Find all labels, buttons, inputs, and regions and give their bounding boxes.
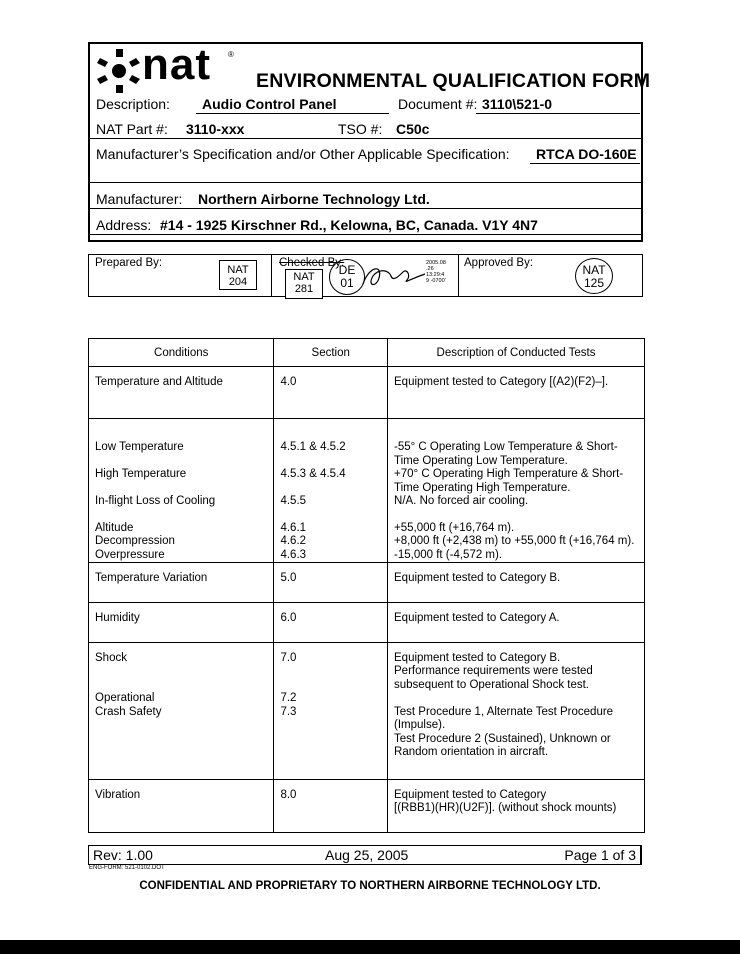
conditions-line: Operational: [95, 692, 155, 705]
prepared-stamp: [219, 260, 257, 290]
approved-stamp-line1: NAT: [582, 263, 606, 277]
de-stamp-line1: DE: [338, 263, 356, 277]
description-line: subsequent to Operational Shock test.: [394, 678, 589, 691]
section-line: 4.0: [280, 376, 297, 388]
conditions-line: Low Temperature: [95, 441, 184, 454]
table-row: [89, 643, 645, 780]
section-line: 7.0: [280, 652, 297, 665]
cell-section: [274, 780, 388, 833]
table-row: [89, 419, 645, 563]
cell-section: [274, 603, 388, 643]
table-header-row: [89, 339, 645, 367]
conditions-line: Vibration: [95, 789, 141, 802]
conditions-line: [95, 482, 267, 495]
header-description: Description of Conducted Tests: [388, 339, 645, 367]
description-line: Equipment tested to Category [(A2)(F2)–].: [394, 376, 609, 388]
checked-label-text: Checked By:: [279, 257, 345, 269]
section-line: 7.2: [280, 692, 297, 705]
nat-logo: [94, 40, 244, 94]
description-line: [(RBB1)(HR)(U2F)]. (without shock mounts): [394, 802, 617, 815]
conditions-line: In-flight Loss of Cooling: [95, 495, 216, 508]
bottom-bar: [0, 940, 740, 954]
description-line: [394, 692, 638, 705]
description-line: Time Operating Low Temperature.: [394, 454, 568, 467]
cell-conditions: [89, 643, 274, 780]
sig-meta-1: 2005.08: [426, 260, 446, 266]
conditions-line: High Temperature: [95, 468, 187, 481]
description-line: Random orientation in aircraft.: [394, 745, 549, 758]
document-value: 3110\521-0: [482, 96, 553, 112]
section-line: 5.0: [280, 572, 297, 585]
spec-underline: [530, 163, 640, 164]
conditions-line: [95, 455, 267, 468]
cell-description: [388, 419, 645, 563]
section-line: 8.0: [280, 789, 297, 802]
header-conditions: Conditions: [89, 339, 274, 367]
description-line: N/A. No forced air cooling.: [394, 495, 529, 508]
section-line: 4.5.3 & 4.5.4: [280, 468, 346, 481]
logo-wordmark: nat: [142, 40, 211, 89]
description-line: Test Procedure 2 (Sustained), Unknown or: [394, 732, 611, 745]
divider-1: [90, 138, 641, 139]
footer-box: [88, 845, 642, 865]
table-row: [89, 780, 645, 833]
conditions-line: Crash Safety: [95, 705, 162, 718]
confidential-notice: CONFIDENTIAL AND PROPRIETARY TO NORTHERN AIRBORNE TECHNOLOGY LTD.: [139, 880, 601, 892]
checked-stamp-line1: NAT: [293, 271, 315, 283]
conditions-line: [95, 508, 267, 521]
conditions-line: Shock: [95, 652, 127, 665]
sig-divider-1: [271, 254, 272, 297]
cell-conditions: [89, 563, 274, 603]
conditions-line: [95, 665, 267, 678]
description-line: Equipment tested to Category B.: [394, 572, 561, 585]
manufacturer-label: Manufacturer:: [96, 191, 183, 207]
section-line: 4.5.5: [280, 495, 307, 508]
description-line: +55,000 ft (+16,764 m).: [394, 521, 515, 534]
header-box: [88, 40, 651, 242]
signature-scribble-icon: [359, 262, 429, 292]
checked-stamp: [285, 269, 323, 299]
description-line: Test Procedure 1, Alternate Test Procedure: [394, 705, 614, 718]
cell-description: [388, 603, 645, 643]
section-line: 4.6.1: [280, 521, 307, 534]
divider-2: [90, 182, 641, 183]
description-line: Performance requirements were tested: [394, 665, 593, 678]
conditions-line: Temperature Variation: [95, 572, 208, 585]
cell-section: [274, 643, 388, 780]
conditions-table: [88, 338, 645, 833]
description-line: Equipment tested to Category A.: [394, 612, 560, 625]
conditions-line: [95, 428, 267, 441]
sig-meta-4: 9 -0700': [426, 278, 446, 284]
table-row: [89, 603, 645, 643]
description-line: +70° C Operating High Temperature & Short-: [394, 468, 624, 481]
description-value: Audio Control Panel: [202, 96, 337, 112]
part-value: 3110-xxx: [186, 121, 245, 137]
sig-meta-2: .26: [426, 266, 434, 272]
header-section: Section: [274, 339, 388, 367]
address-label: Address:: [96, 217, 152, 233]
sig-meta-3: 13:29:4: [426, 272, 445, 278]
section-line: 4.6.2: [280, 535, 307, 548]
section-line: [280, 679, 381, 692]
prepared-stamp-line1: NAT: [227, 264, 249, 276]
description-line: (Impulse).: [394, 719, 446, 732]
approved-stamp: [575, 258, 613, 294]
cell-conditions: [89, 419, 274, 563]
section-line: [280, 482, 381, 495]
cell-conditions: [89, 367, 274, 419]
description-line: Time Operating High Temperature.: [394, 481, 571, 494]
section-line: [280, 428, 381, 441]
description-line: Equipment tested to Category B.: [394, 652, 561, 665]
conditions-line: [95, 679, 267, 692]
cell-description: [388, 780, 645, 833]
conditions-line: Overpressure: [95, 548, 165, 561]
signature-box: [88, 254, 643, 297]
cell-section: [274, 563, 388, 603]
cell-section: [274, 419, 388, 563]
address-value: #14 - 1925 Kirschner Rd., Kelowna, BC, Canada. V1Y 4N7: [160, 217, 538, 233]
prepared-stamp-line2: 204: [228, 276, 248, 288]
approved-label: Approved By:: [464, 257, 534, 269]
spec-label: Manufacturer’s Specification and/or Other Applicable Specification:: [96, 146, 510, 162]
table-row: [89, 367, 645, 419]
section-line: [280, 455, 381, 468]
description-line: Equipment tested to Category: [394, 789, 547, 802]
form-title: ENVIRONMENTAL QUALIFICATION FORM: [256, 70, 651, 92]
description-underline: [196, 113, 389, 114]
manufacturer-value: Northern Airborne Technology Ltd.: [198, 191, 430, 207]
cell-conditions: [89, 603, 274, 643]
table-row: [89, 563, 645, 603]
description-line: [394, 508, 638, 521]
description-line: [394, 428, 638, 441]
prepared-label: Prepared By:: [95, 257, 163, 269]
description-line: -55° C Operating Low Temperature & Short-: [394, 441, 618, 454]
conditions-line: Altitude: [95, 521, 134, 534]
document-underline: [476, 113, 640, 114]
conditions-line: Humidity: [95, 612, 140, 625]
tso-value: C50c: [396, 121, 430, 137]
signature-meta: [426, 260, 446, 284]
divider-4: [90, 234, 641, 235]
conditions-line: Decompression: [95, 535, 175, 548]
cell-section: [274, 367, 388, 419]
part-label: NAT Part #:: [96, 121, 168, 137]
divider-3: [90, 208, 641, 209]
de-stamp-line2: 01: [340, 276, 354, 290]
section-line: 6.0: [280, 612, 297, 625]
cell-description: [388, 367, 645, 419]
form-code: ENG-FORM: 521-0102.DOT: [89, 865, 165, 871]
cell-description: [388, 643, 645, 780]
section-line: 4.5.1 & 4.5.2: [280, 441, 346, 454]
document-label: Document #:: [398, 96, 478, 112]
section-line: 7.3: [280, 705, 297, 718]
section-line: [280, 508, 381, 521]
star-logo-icon: [96, 48, 140, 94]
conditions-line: Temperature and Altitude: [95, 376, 223, 388]
table-body: [89, 367, 645, 833]
description-label: Description:: [96, 96, 170, 112]
page-number: Page 1 of 3: [564, 847, 636, 863]
rev-label: Rev: 1.00: [93, 847, 153, 863]
footer-date: Aug 25, 2005: [325, 847, 409, 863]
spec-value: RTCA DO-160E: [536, 146, 637, 162]
description-line: -15,000 ft (-4,572 m).: [394, 548, 503, 561]
approved-stamp-line2: 125: [583, 276, 605, 290]
cell-description: [388, 563, 645, 603]
tso-label: TSO #:: [338, 121, 383, 137]
cell-conditions: [89, 780, 274, 833]
registered-mark: ®: [228, 50, 234, 59]
description-line: +8,000 ft (+2,438 m) to +55,000 ft (+16,764 m).: [394, 535, 635, 548]
section-line: 4.6.3: [280, 548, 307, 561]
section-line: [280, 665, 381, 678]
sig-divider-2: [458, 254, 459, 297]
checked-stamp-line2: 281: [294, 283, 314, 295]
